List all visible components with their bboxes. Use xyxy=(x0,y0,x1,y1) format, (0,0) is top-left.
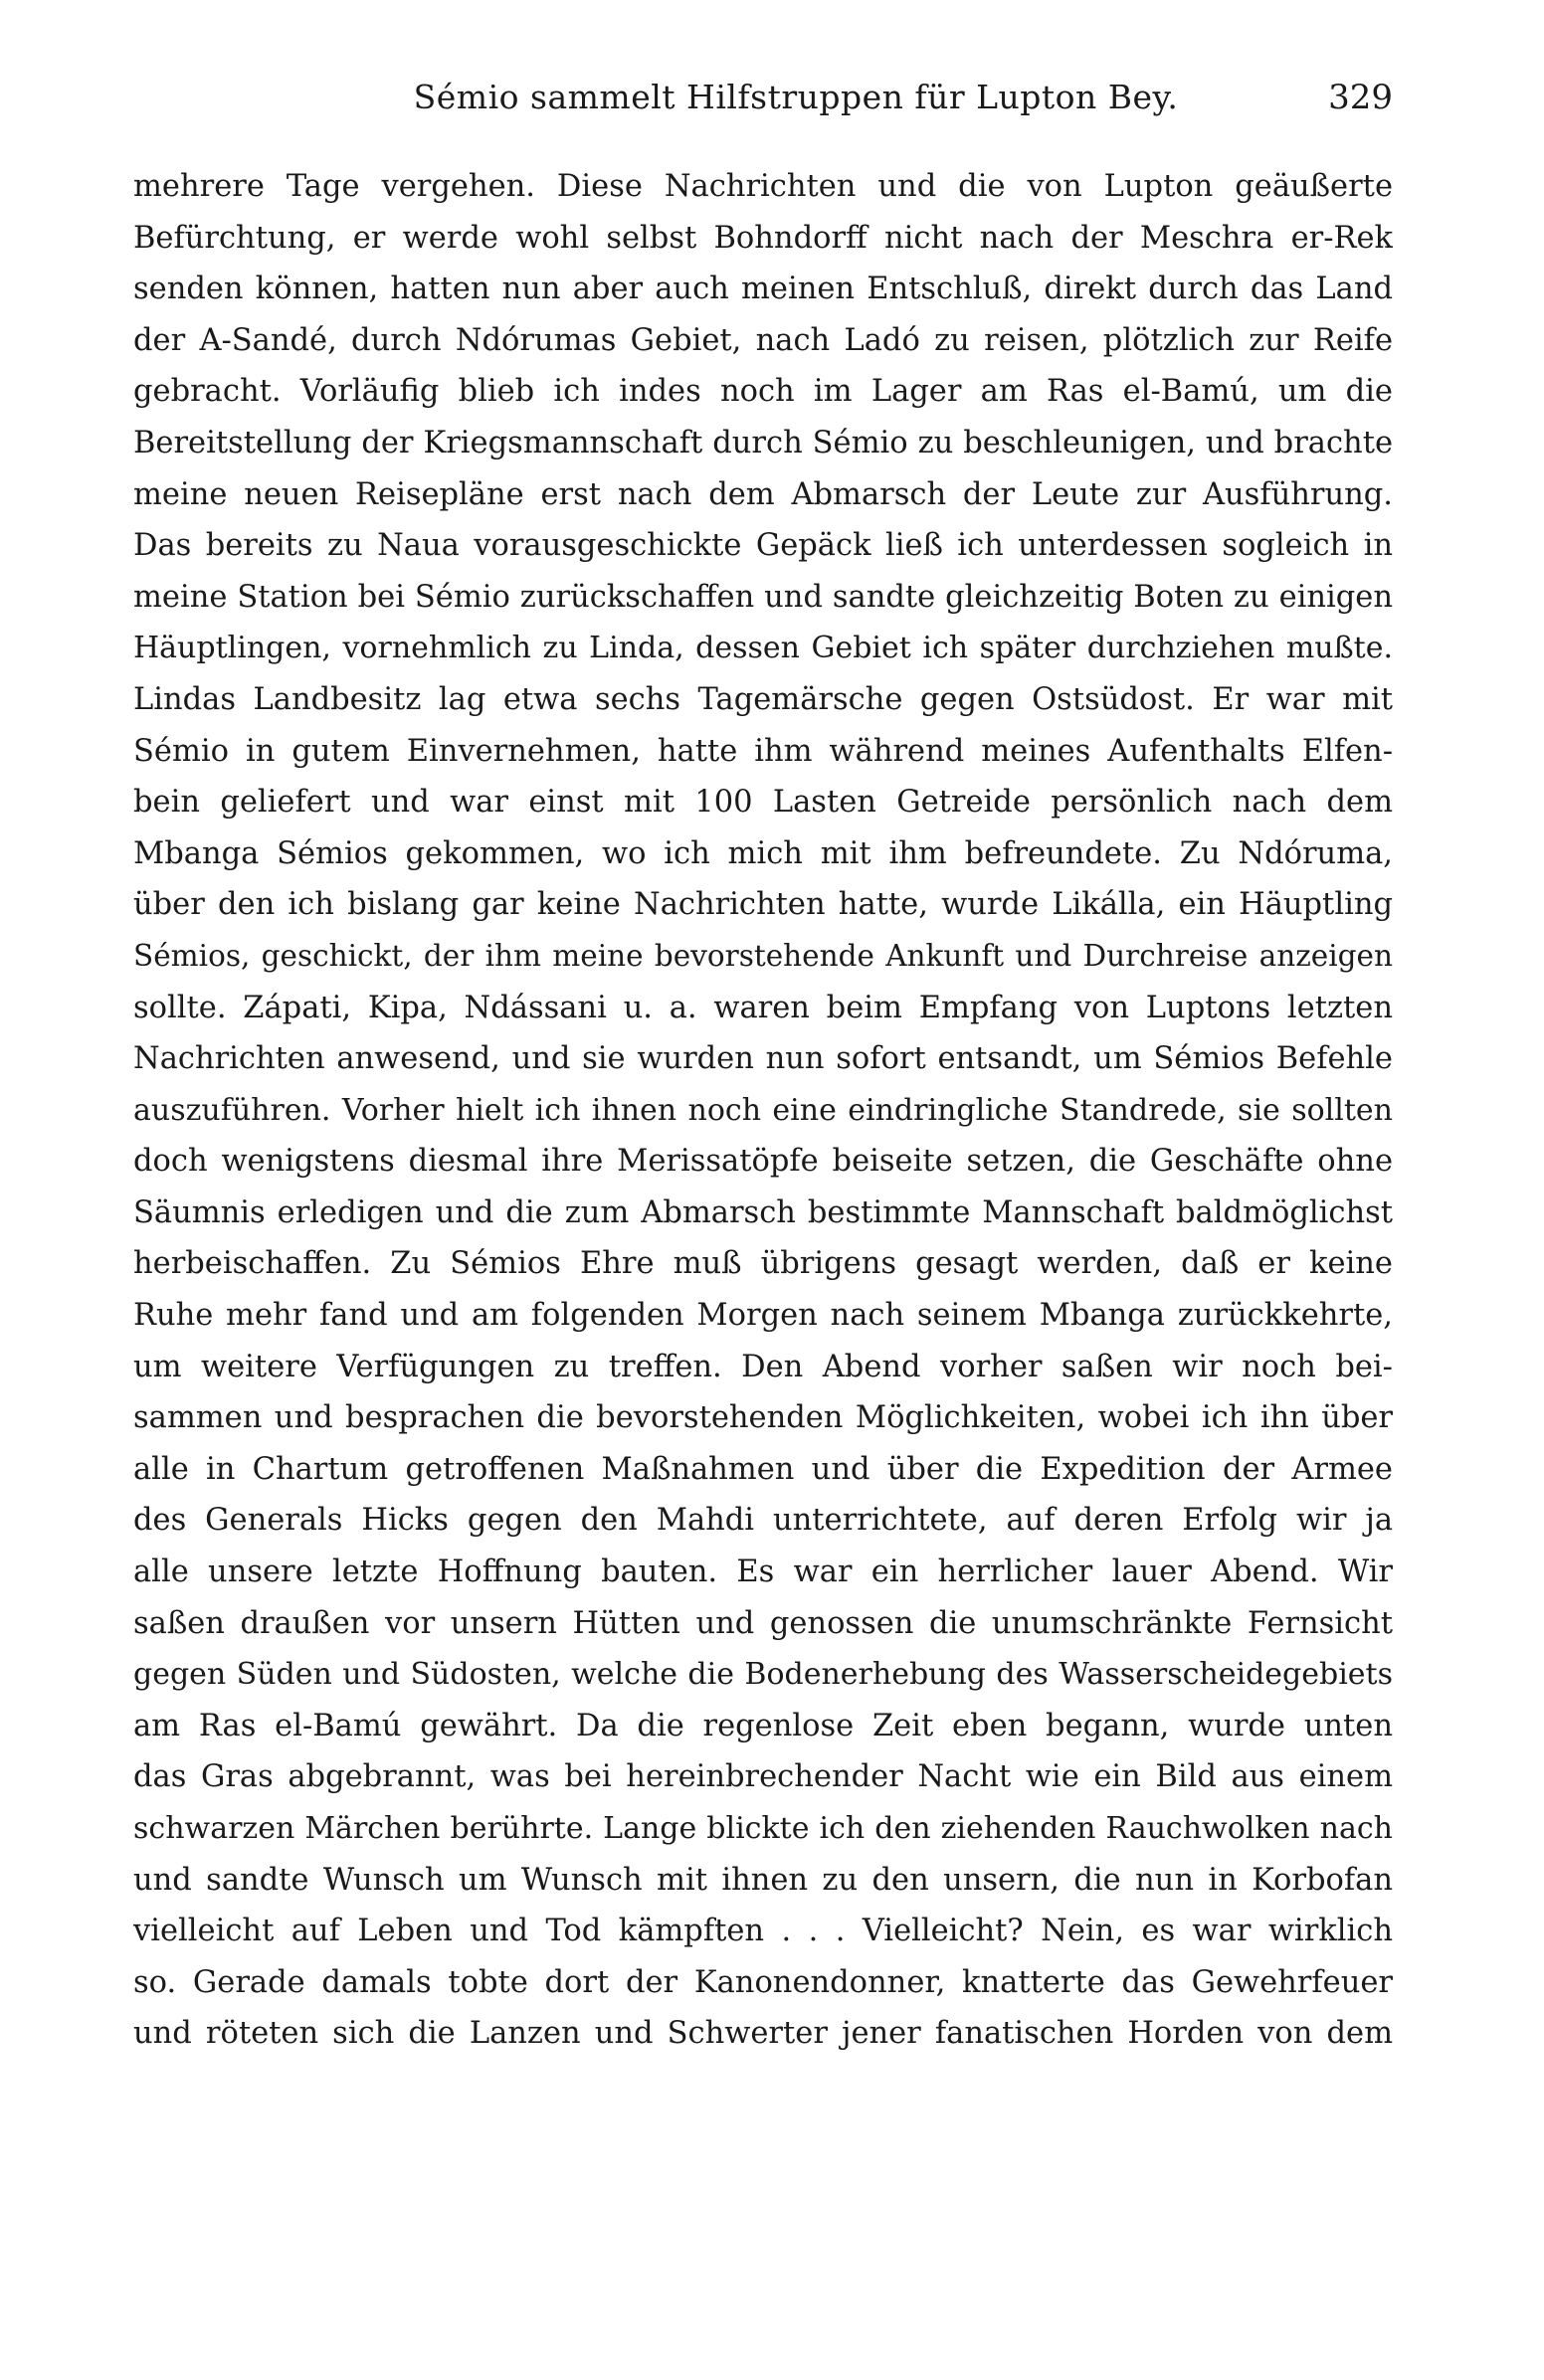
text-line: am Ras el-Bamú gewährt. Da die regenlose Zeit eben begann, wurde unten xyxy=(133,1708,1393,1743)
text-line: der A-Sandé, durch Ndórumas Gebiet, nach Ladó zu reisen, plötzlich zur Reife xyxy=(133,322,1393,358)
text-line: des Generals Hicks gegen den Mahdi unterrichtete, auf deren Erfolg wir ja xyxy=(133,1503,1393,1539)
text-line: alle unsere letzte Hoffnung bauten. Es war ein herrlicher lauer Abend. Wir xyxy=(133,1555,1393,1590)
text-line: Mbanga Sémios gekommen, wo ich mich mit ihm befreundete. Zu Ndóruma, xyxy=(133,835,1393,871)
text-line: sollte. Zápati, Kipa, Ndássani u. a. waren beim Empfang von Luptons letzten xyxy=(133,990,1393,1025)
text-line: Befürchtung, er werde wohl selbst Bohndorff nicht nach der Meschra er-Rek xyxy=(133,220,1393,256)
text-line: alle in Chartum getroffenen Maßnahmen und über die Expedition der Armee xyxy=(133,1451,1393,1487)
text-line: Das bereits zu Naua vorausgeschickte Gepäck ließ ich unterdessen sogleich in xyxy=(133,528,1393,564)
text-line: Sémio in gutem Einvernehmen, hatte ihm während meines Aufenthalts Elfen- xyxy=(133,733,1393,769)
text-line: Bereitstellung der Kriegsmannschaft durch Sémio zu beschleunigen, und brachte xyxy=(133,425,1393,460)
text-line: um weitere Verfügungen zu treffen. Den Abend vorher saßen wir noch bei- xyxy=(133,1349,1393,1384)
text-line: herbeischaffen. Zu Sémios Ehre muß übrigens gesagt werden, daß er keine xyxy=(133,1246,1393,1282)
text-line: doch wenigstens diesmal ihre Merissatöpfe beiseite setzen, die Geschäfte ohne xyxy=(133,1144,1393,1180)
text-line: über den ich bislang gar keine Nachrichten hatte, wurde Likálla, ein Häuptling xyxy=(133,887,1393,923)
text-line: Nachrichten anwesend, und sie wurden nun sofort entsandt, um Sémios Befehle xyxy=(133,1041,1393,1077)
text-line: Häuptlingen, vornehmlich zu Linda, dessen Gebiet ich später durchziehen mußte. xyxy=(133,631,1393,666)
text-line: vielleicht auf Leben und Tod kämpften . . . Vielleicht? Nein, es war wirklich xyxy=(133,1914,1393,1949)
text-line: Ruhe mehr fand und am folgenden Morgen nach seinem Mbanga zurückkehrte, xyxy=(133,1298,1393,1334)
text-line: Sémios, geschickt, der ihm meine bevorstehende Ankunft und Durchreise anzeigen xyxy=(133,938,1393,973)
text-line: mehrere Tage vergehen. Diese Nachrichten und die von Lupton geäußerte xyxy=(133,169,1393,204)
text-line: Säumnis erledigen und die zum Abmarsch bestimmte Mannschaft baldmöglichst xyxy=(133,1194,1393,1230)
body-text xyxy=(133,161,1393,2060)
text-line: senden können, hatten nun aber auch meinen Entschluß, direkt durch das Land xyxy=(133,272,1393,307)
text-line: und sandte Wunsch um Wunsch mit ihnen zu den unsern, die nun in Korbofan xyxy=(133,1862,1393,1898)
text-line: auszuführen. Vorher hielt ich ihnen noch eine eindringliche Standrede, sie sollten xyxy=(133,1092,1393,1128)
text-line: meine Station bei Sémio zurückschaffen und sandte gleichzeitig Boten zu einigen xyxy=(133,579,1393,615)
text-line: so. Gerade damals tobte dort der Kanonendonner, knatterte das Gewehrfeuer xyxy=(133,1964,1393,2000)
text-line: und röteten sich die Lanzen und Schwerter jener fanatischen Horden von dem xyxy=(133,2016,1393,2052)
text-line: meine neuen Reisepläne erst nach dem Abmarsch der Leute zur Ausführung. xyxy=(133,476,1393,512)
text-line: sammen und besprachen die bevorstehenden Möglichkeiten, wobei ich ihn über xyxy=(133,1400,1393,1436)
running-head xyxy=(338,78,1393,137)
text-line: Lindas Landbesitz lag etwa sechs Tagemärsche gegen Ostsüdost. Er war mit xyxy=(133,681,1393,717)
text-line: das Gras abgebrannt, was bei hereinbrechender Nacht wie ein Bild aus einem xyxy=(133,1759,1393,1795)
text-line: gegen Süden und Südosten, welche die Bodenerhebung des Wasserscheidegebiets xyxy=(133,1657,1393,1693)
text-line: schwarzen Märchen berührte. Lange blickte ich den ziehenden Rauchwolken nach xyxy=(133,1811,1393,1846)
text-line: bein geliefert und war einst mit 100 Lasten Getreide persönlich nach dem xyxy=(133,785,1393,821)
text-line: gebracht. Vorläufig blieb ich indes noch im Lager am Ras el-Bamú, um die xyxy=(133,374,1393,410)
page-number: 329 xyxy=(1328,78,1393,117)
text-line: saßen draußen vor unsern Hütten und genossen die unumschränkte Fernsicht xyxy=(133,1605,1393,1641)
running-head-title: Sémio sammelt Hilfstruppen für Lupton Bey. xyxy=(413,78,1179,116)
